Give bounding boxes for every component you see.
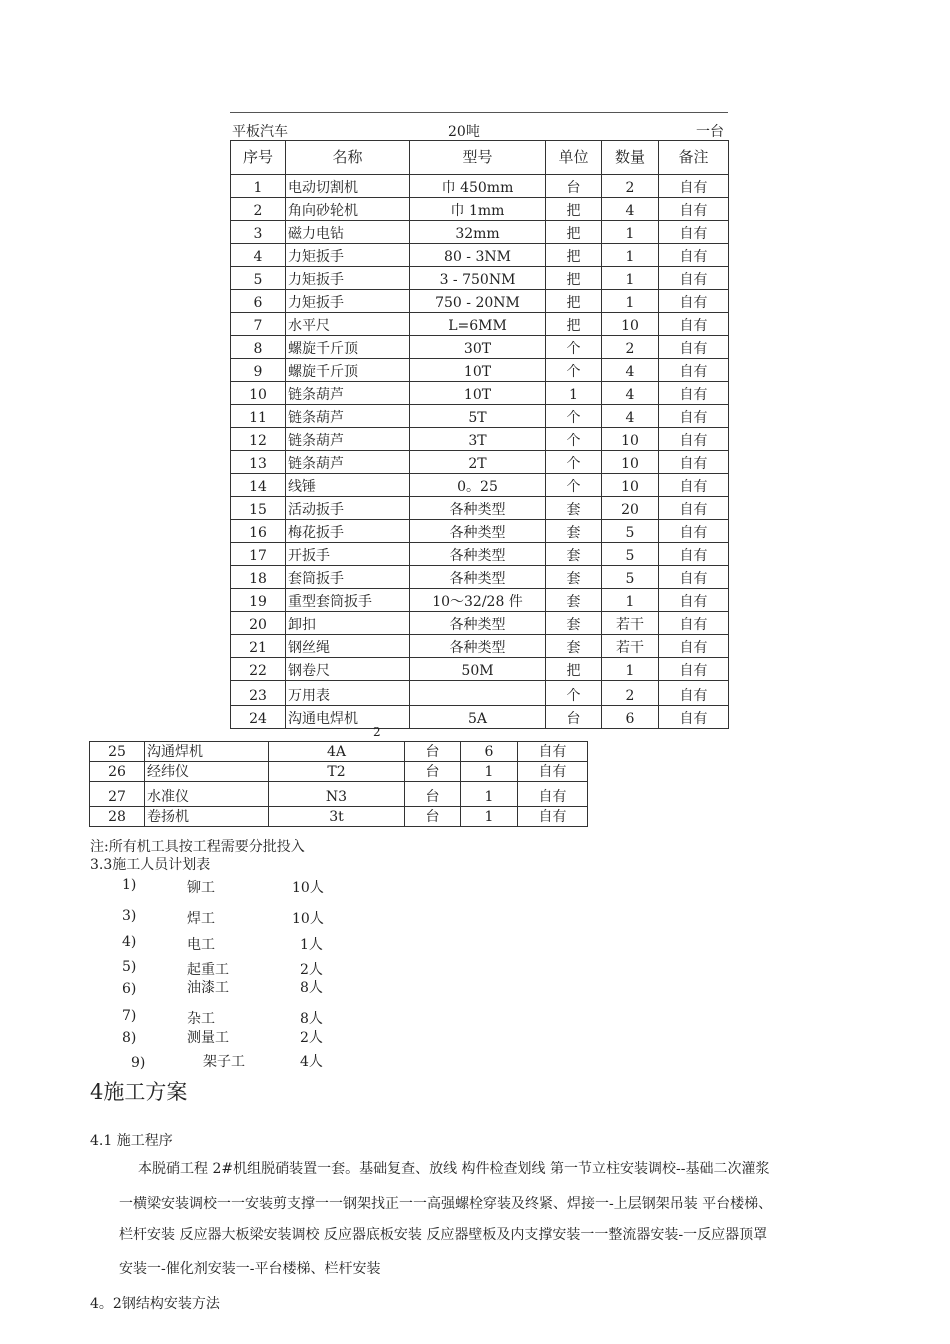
seq-cell: 27	[90, 782, 145, 807]
table-row	[231, 290, 729, 313]
model-cell: 10T	[410, 382, 546, 405]
remark-cell: 自有	[659, 520, 729, 543]
name-cell: 开扳手	[286, 543, 410, 566]
qty-cell: 1	[602, 290, 659, 313]
staff-count: 8人	[300, 1011, 323, 1027]
seq-cell: 18	[231, 566, 286, 589]
qty-cell: 1	[602, 658, 659, 681]
table-row	[231, 543, 729, 566]
table-row	[90, 782, 588, 807]
qty-cell: 2	[602, 175, 659, 198]
remark-cell: 自有	[659, 497, 729, 520]
remark-cell: 自有	[659, 566, 729, 589]
model-cell: 3t	[269, 807, 405, 827]
qty-cell: 4	[602, 198, 659, 221]
remark-cell: 自有	[659, 267, 729, 290]
name-cell: 卷扬机	[145, 807, 269, 827]
model-cell: 5T	[410, 405, 546, 428]
seq-cell: 24	[231, 706, 286, 729]
equipment-table-continued	[89, 741, 588, 827]
qty-cell: 5	[602, 543, 659, 566]
staff-count: 10人	[292, 880, 324, 896]
model-cell: 4A	[269, 742, 405, 762]
seq-cell: 3	[231, 221, 286, 244]
remark-cell: 自有	[659, 451, 729, 474]
remark-cell: 自有	[659, 635, 729, 658]
model-cell: N3	[269, 782, 405, 807]
unit-cell: 个	[546, 405, 602, 428]
qty-cell: 6	[461, 742, 518, 762]
name-cell: 力矩扳手	[286, 290, 410, 313]
remark-cell: 自有	[659, 175, 729, 198]
top-item-name: 平板汽车	[232, 124, 288, 140]
staff-role: 起重工	[187, 962, 229, 978]
table-row	[231, 451, 729, 474]
staff-role: 电工	[187, 937, 215, 953]
remark-cell: 自有	[659, 290, 729, 313]
table-row	[231, 520, 729, 543]
column-header: 备注	[659, 141, 729, 175]
staff-index: 4)	[122, 934, 137, 950]
seq-cell: 8	[231, 336, 286, 359]
unit-cell: 台	[405, 742, 461, 762]
unit-cell: 台	[405, 762, 461, 782]
paragraph-line-4: 安装一-催化剂安装一-平台楼梯、栏杆安装	[119, 1261, 381, 1277]
unit-cell: 个	[546, 474, 602, 497]
name-cell: 力矩扳手	[286, 244, 410, 267]
unit-cell: 把	[546, 313, 602, 336]
seq-cell: 4	[231, 244, 286, 267]
paragraph-line-1: 本脱硝工程 2#机组脱硝装置一套。基础复查、放线 构件检查划线 第一节立柱安装调校--基础二次灌浆	[138, 1161, 770, 1177]
top-rule	[230, 112, 728, 113]
section-4-1-title: 4.1 施工程序	[90, 1133, 173, 1149]
name-cell: 链条葫芦	[286, 405, 410, 428]
table-row	[231, 359, 729, 382]
staff-count: 8人	[300, 980, 323, 996]
column-header: 数量	[602, 141, 659, 175]
model-cell	[410, 681, 546, 706]
seq-cell: 25	[90, 742, 145, 762]
qty-cell: 4	[602, 382, 659, 405]
unit-cell: 1	[546, 382, 602, 405]
model-cell: 750 - 20NM	[410, 290, 546, 313]
staff-index: 1)	[122, 877, 137, 893]
name-cell: 套筒扳手	[286, 566, 410, 589]
remark-cell: 自有	[659, 612, 729, 635]
seq-cell: 12	[231, 428, 286, 451]
staff-count: 2人	[300, 962, 323, 978]
model-cell: 各种类型	[410, 566, 546, 589]
qty-cell: 1	[602, 267, 659, 290]
staff-role: 铆工	[187, 880, 215, 896]
remark-cell: 自有	[659, 428, 729, 451]
qty-cell: 20	[602, 497, 659, 520]
model-cell: 3 - 750NM	[410, 267, 546, 290]
unit-cell: 台	[546, 175, 602, 198]
table-row	[231, 313, 729, 336]
qty-cell: 2	[602, 681, 659, 706]
remark-cell: 自有	[659, 474, 729, 497]
table-row	[231, 336, 729, 359]
seq-cell: 22	[231, 658, 286, 681]
column-header: 型号	[410, 141, 546, 175]
section-3-3-title: 3.3施工人员计划表	[90, 857, 211, 873]
staff-role: 架子工	[203, 1054, 245, 1070]
remark-cell: 自有	[518, 762, 588, 782]
unit-cell: 套	[546, 520, 602, 543]
seq-cell: 13	[231, 451, 286, 474]
qty-cell: 10	[602, 474, 659, 497]
unit-cell: 套	[546, 589, 602, 612]
table-note: 注:所有机工具按工程需要分批投入	[90, 839, 305, 855]
remark-cell: 自有	[659, 382, 729, 405]
chapter-4-heading: 4施工方案	[90, 1080, 188, 1104]
table-row	[231, 681, 729, 706]
remark-cell: 自有	[659, 244, 729, 267]
table-row	[231, 589, 729, 612]
seq-cell: 23	[231, 681, 286, 706]
staff-index: 3)	[122, 908, 137, 924]
unit-cell: 套	[546, 566, 602, 589]
model-cell: 50M	[410, 658, 546, 681]
model-cell: 各种类型	[410, 543, 546, 566]
seq-cell: 19	[231, 589, 286, 612]
seq-cell: 2	[231, 198, 286, 221]
column-header: 序号	[231, 141, 286, 175]
name-cell: 万用表	[286, 681, 410, 706]
staff-index: 8)	[122, 1030, 137, 1046]
unit-cell: 把	[546, 658, 602, 681]
model-cell: 3T	[410, 428, 546, 451]
seq-cell: 7	[231, 313, 286, 336]
table-row	[231, 428, 729, 451]
model-cell: 各种类型	[410, 635, 546, 658]
unit-cell: 套	[546, 612, 602, 635]
qty-cell: 1	[461, 807, 518, 827]
seq-cell: 28	[90, 807, 145, 827]
model-cell: 30T	[410, 336, 546, 359]
remark-cell: 自有	[659, 706, 729, 729]
seq-cell: 20	[231, 612, 286, 635]
name-cell: 经纬仪	[145, 762, 269, 782]
qty-cell: 10	[602, 428, 659, 451]
table-row	[231, 635, 729, 658]
name-cell: 重型套筒扳手	[286, 589, 410, 612]
seq-cell: 11	[231, 405, 286, 428]
model-cell: L=6MM	[410, 313, 546, 336]
seq-cell: 16	[231, 520, 286, 543]
model-cell: 32mm	[410, 221, 546, 244]
model-cell: 5A	[410, 706, 546, 729]
qty-cell: 若干	[602, 612, 659, 635]
seq-cell: 1	[231, 175, 286, 198]
table-row	[231, 175, 729, 198]
table-row	[231, 612, 729, 635]
name-cell: 链条葫芦	[286, 382, 410, 405]
seq-cell: 26	[90, 762, 145, 782]
table-row	[231, 566, 729, 589]
name-cell: 螺旋千斤顶	[286, 359, 410, 382]
name-cell: 磁力电钻	[286, 221, 410, 244]
model-cell: 各种类型	[410, 520, 546, 543]
table-row	[231, 382, 729, 405]
remark-cell: 自有	[659, 336, 729, 359]
remark-cell: 自有	[518, 782, 588, 807]
table-row	[90, 742, 588, 762]
top-item-model: 20吨	[448, 124, 480, 140]
unit-cell: 个	[546, 336, 602, 359]
seq-cell: 15	[231, 497, 286, 520]
model-cell: 巾 450mm	[410, 175, 546, 198]
table-row	[231, 497, 729, 520]
remark-cell: 自有	[659, 543, 729, 566]
staff-index: 9)	[131, 1055, 146, 1071]
staff-role: 油漆工	[187, 980, 229, 996]
remark-cell: 自有	[659, 658, 729, 681]
qty-cell: 5	[602, 520, 659, 543]
table-row	[231, 221, 729, 244]
remark-cell: 自有	[659, 405, 729, 428]
model-cell: 10T	[410, 359, 546, 382]
model-cell: T2	[269, 762, 405, 782]
table-row	[231, 706, 729, 729]
column-header: 名称	[286, 141, 410, 175]
staff-count: 2人	[300, 1030, 323, 1046]
qty-cell: 1	[602, 244, 659, 267]
name-cell: 力矩扳手	[286, 267, 410, 290]
remark-cell: 自有	[518, 742, 588, 762]
staff-index: 7)	[122, 1008, 137, 1024]
name-cell: 线锤	[286, 474, 410, 497]
remark-cell: 自有	[659, 359, 729, 382]
model-cell: 10〜32/28 件	[410, 589, 546, 612]
table-row	[231, 658, 729, 681]
remark-cell: 自有	[659, 313, 729, 336]
qty-cell: 2	[602, 336, 659, 359]
qty-cell: 1	[602, 221, 659, 244]
remark-cell: 自有	[659, 221, 729, 244]
section-4-2-title: 4。2钢结构安装方法	[90, 1296, 220, 1312]
table-row	[90, 807, 588, 827]
staff-role: 测量工	[187, 1030, 229, 1046]
name-cell: 水平尺	[286, 313, 410, 336]
seq-cell: 6	[231, 290, 286, 313]
seq-cell: 5	[231, 267, 286, 290]
model-cell: 巾 1mm	[410, 198, 546, 221]
qty-cell: 1	[461, 782, 518, 807]
seq-cell: 14	[231, 474, 286, 497]
unit-cell: 把	[546, 198, 602, 221]
equipment-table	[230, 140, 729, 729]
name-cell: 螺旋千斤顶	[286, 336, 410, 359]
table-header-row	[231, 141, 729, 175]
staff-index: 6)	[122, 981, 137, 997]
model-cell: 各种类型	[410, 612, 546, 635]
qty-cell: 4	[602, 405, 659, 428]
table-row	[231, 405, 729, 428]
seq-cell: 21	[231, 635, 286, 658]
table-row	[231, 244, 729, 267]
name-cell: 角向砂轮机	[286, 198, 410, 221]
remark-cell: 自有	[659, 589, 729, 612]
seq-cell: 10	[231, 382, 286, 405]
model-cell: 2T	[410, 451, 546, 474]
qty-cell: 1	[461, 762, 518, 782]
name-cell: 沟通电焊机	[286, 706, 410, 729]
name-cell: 链条葫芦	[286, 451, 410, 474]
staff-count: 10人	[292, 911, 324, 927]
name-cell: 卸扣	[286, 612, 410, 635]
unit-cell: 台	[546, 706, 602, 729]
top-item-qty: 一台	[696, 124, 724, 140]
table-row	[90, 762, 588, 782]
unit-cell: 个	[546, 451, 602, 474]
staff-role: 杂工	[187, 1011, 215, 1027]
page-number: 2	[373, 725, 381, 739]
model-cell: 80 - 3NM	[410, 244, 546, 267]
unit-cell: 个	[546, 681, 602, 706]
qty-cell: 1	[602, 589, 659, 612]
qty-cell: 4	[602, 359, 659, 382]
unit-cell: 把	[546, 267, 602, 290]
model-cell: 各种类型	[410, 497, 546, 520]
name-cell: 链条葫芦	[286, 428, 410, 451]
remark-cell: 自有	[659, 198, 729, 221]
remark-cell: 自有	[518, 807, 588, 827]
unit-cell: 个	[546, 428, 602, 451]
unit-cell: 套	[546, 543, 602, 566]
name-cell: 钢丝绳	[286, 635, 410, 658]
name-cell: 活动扳手	[286, 497, 410, 520]
paragraph-line-3: 栏杆安装 反应器大板梁安装调校 反应器底板安装 反应器壁板及内支撑安装一一整流器安装-一反应器顶罩	[119, 1227, 768, 1243]
name-cell: 水准仪	[145, 782, 269, 807]
qty-cell: 6	[602, 706, 659, 729]
unit-cell: 把	[546, 290, 602, 313]
table-row	[231, 198, 729, 221]
unit-cell: 个	[546, 359, 602, 382]
model-cell: 0。25	[410, 474, 546, 497]
name-cell: 沟通焊机	[145, 742, 269, 762]
unit-cell: 把	[546, 221, 602, 244]
unit-cell: 套	[546, 497, 602, 520]
staff-index: 5)	[122, 959, 137, 975]
qty-cell: 10	[602, 313, 659, 336]
qty-cell: 10	[602, 451, 659, 474]
unit-cell: 台	[405, 807, 461, 827]
staff-count: 1人	[300, 937, 323, 953]
qty-cell: 若干	[602, 635, 659, 658]
paragraph-line-2: 一横梁安装调校一一安装剪支撑一一钢架找正一一高强螺栓穿装及终紧、焊接一-上层钢架吊装 平台楼梯、	[119, 1196, 773, 1212]
qty-cell: 5	[602, 566, 659, 589]
table-row	[231, 474, 729, 497]
seq-cell: 17	[231, 543, 286, 566]
column-header: 单位	[546, 141, 602, 175]
staff-role: 焊工	[187, 911, 215, 927]
name-cell: 钢卷尺	[286, 658, 410, 681]
unit-cell: 台	[405, 782, 461, 807]
staff-count: 4人	[300, 1054, 323, 1070]
remark-cell: 自有	[659, 681, 729, 706]
unit-cell: 把	[546, 244, 602, 267]
unit-cell: 套	[546, 635, 602, 658]
name-cell: 梅花扳手	[286, 520, 410, 543]
table-row	[231, 267, 729, 290]
seq-cell: 9	[231, 359, 286, 382]
name-cell: 电动切割机	[286, 175, 410, 198]
